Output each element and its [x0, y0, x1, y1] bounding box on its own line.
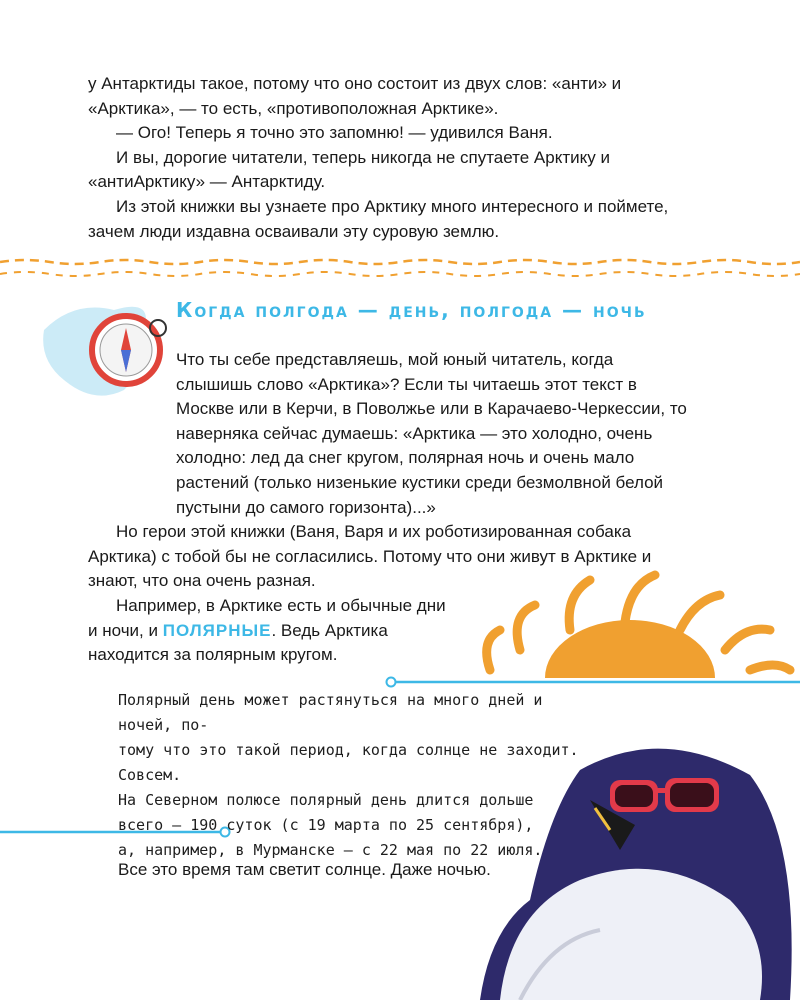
note-line: а, например, в Мурманске — с 22 мая по 22 июля. — [118, 841, 543, 859]
intro-paragraph: Из этой книжки вы узнаете про Арктику много интересного и поймете, зачем люди издавна осваивали эту суровую землю. — [88, 196, 669, 241]
note-top-border — [385, 676, 800, 688]
wavy-divider — [0, 254, 800, 288]
section-paragraph-last — [88, 594, 448, 668]
note-line: всего — 190 суток (с 19 марта по 25 сентября), — [118, 816, 534, 834]
section-title: Когда полгода — день, полгода — ночь — [176, 298, 647, 322]
text-fragment: Например, в Арктике есть и обычные дни и ночи, и — [88, 595, 446, 640]
closing-text: Все это время там светит солнце. Даже ночью. — [118, 860, 491, 879]
intro-paragraph: — Ого! Теперь я точно это запомню! — удивился Ваня. — [116, 123, 553, 143]
note-line: На Северном полюсе полярный день длится дольше — [118, 791, 534, 809]
intro-paragraph: у Антарктиды такое, потому что оно состоит из двух слов: «анти» и «Арктика», — то есть, «противоположная Арктике». — [88, 74, 622, 118]
highlight-term: ПОЛЯРНЫЕ — [162, 620, 272, 640]
note-line: Полярный день может растянуться на много дней и ночей, по- — [118, 691, 543, 734]
text-fragment: . Ведь Арктика находится за полярным кругом. — [88, 620, 388, 665]
section-paragraph: Что ты себе представляешь, мой юный читатель, когда слышишь слово «Арктика»? Если ты читаешь этот текст в Москве или в Керчи, в Поволжье или в Карачаево-Черкессии, то наверняка сейчас думаешь: «Арктика — это холодно, очень холодно: лед да снег кругом, полярная ночь и очень мало растений (только низенькие кустики среди безмолвной белой пустыни до самого горизонта)...» — [176, 350, 687, 517]
intro-text — [88, 72, 688, 244]
sun-illustration — [460, 560, 800, 680]
intro-paragraph: И вы, дорогие читатели, теперь никогда не спутаете Арктику и «антиАрктику» — Антарктиду. — [88, 147, 610, 192]
penguin-illustration — [460, 730, 800, 1000]
note-line: тому что это такой период, когда солнце не заходит. Совсем. — [118, 741, 579, 784]
section-paragraph: Но герои этой книжки (Ваня, Варя и их роботизированная собака Арктика) с тобой бы не согласились. Потому что они живут в Арктике и знают, что она очень разная. — [88, 522, 652, 591]
